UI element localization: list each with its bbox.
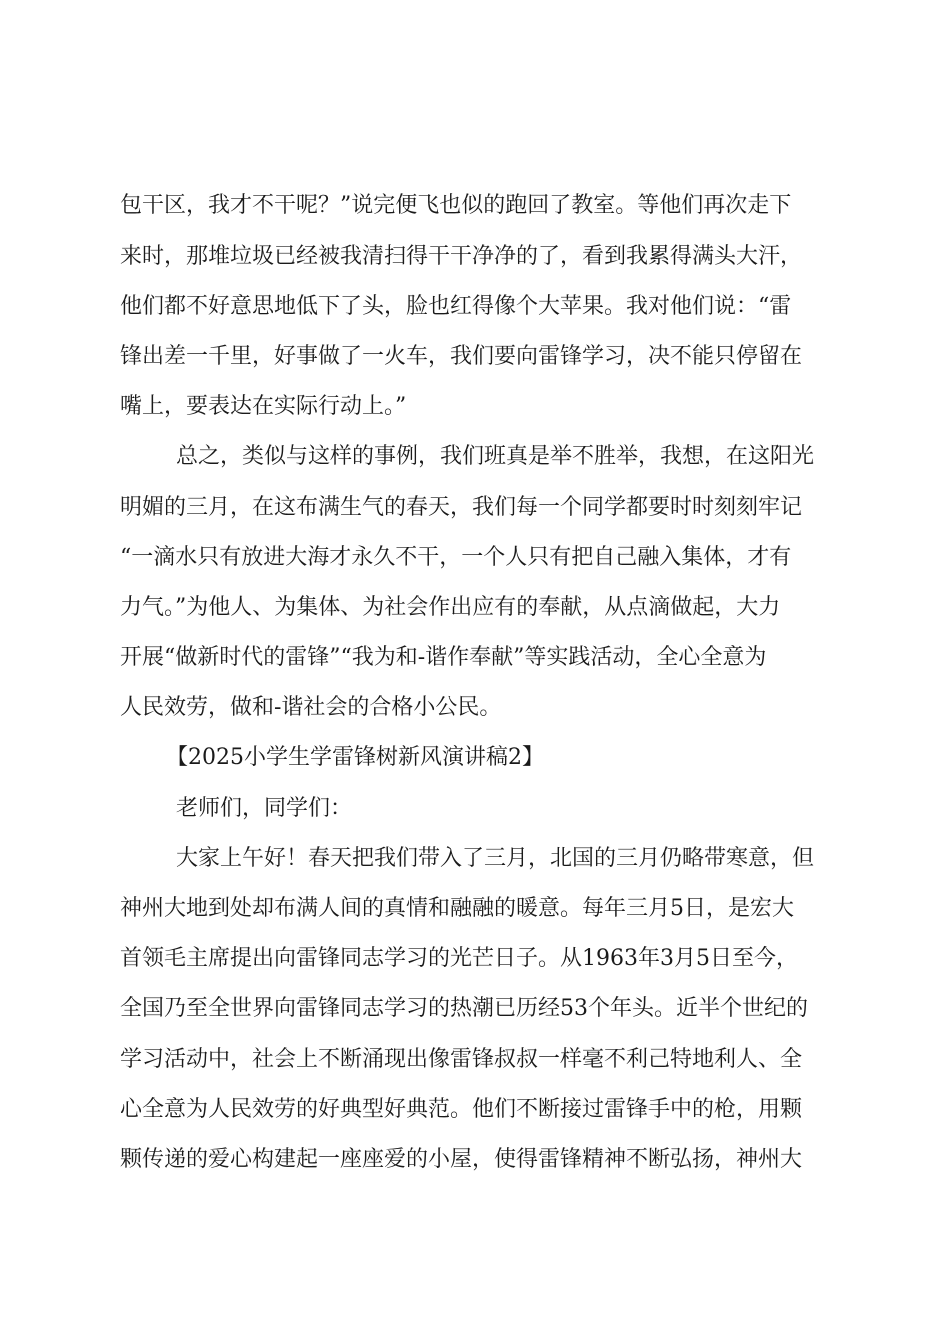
line-text: 全国乃至全世界向雷锋同志学习的热潮已历经53个年头。近半个世纪的: [120, 996, 808, 1021]
line-text: 包干区，我才不干呢？”说完便飞也似的跑回了教室。等他们再次走下: [120, 193, 792, 218]
text-line-13: [0, 789, 950, 829]
text-line-17: [0, 989, 950, 1029]
line-text: 开展“做新时代的雷锋”“我为和-谐作奉献”等实践活动，全心全意为: [120, 645, 767, 670]
line-text: 嘴上，要表达在实际行动上。”: [120, 394, 407, 419]
text-line-7: [0, 488, 950, 528]
text-line-15: [0, 889, 950, 929]
line-text: 人民效劳，做和-谐社会的合格小公民。: [120, 695, 502, 720]
line-text: 明媚的三月，在这布满生气的春天，我们每一个同学都要时时刻刻牢记: [120, 495, 803, 520]
text-line-9: [0, 588, 950, 628]
line-text: 老师们，同学们：: [176, 796, 353, 821]
line-text: “一滴水只有放进大海才永久不干，一个人只有把自己融入集体，才有: [120, 545, 792, 570]
text-line-4: [0, 337, 950, 377]
text-line-10: [0, 638, 950, 678]
line-text: 首领毛主席提出向雷锋同志学习的光芒日子。从1963年3月5日至今，: [120, 946, 798, 971]
text-line-18: [0, 1040, 950, 1080]
text-line-2: [0, 237, 950, 277]
line-text: 力气。”为他人、为集体、为社会作出应有的奉献，从点滴做起，大力: [120, 595, 781, 620]
text-line-20: [0, 1140, 950, 1180]
text-line-1: [0, 186, 950, 226]
heading-text: 【2025小学生学雷锋树新风演讲稿2】: [166, 745, 544, 770]
line-text: 大家上午好！春天把我们带入了三月，北国的三月仍略带寒意，但: [176, 846, 815, 871]
text-line-3: [0, 287, 950, 327]
line-text: 他们都不好意思地低下了头，脸也红得像个大苹果。我对他们说：“雷: [120, 294, 792, 319]
line-text: 心全意为人民效劳的好典型好典范。他们不断接过雷锋手中的枪，用颗: [120, 1097, 803, 1122]
text-line-6: [0, 437, 950, 477]
text-line-16: [0, 939, 950, 979]
line-text: 学习活动中，社会上不断涌现出像雷锋叔叔一样毫不利己特地利人、全: [120, 1047, 803, 1072]
section-heading: [0, 738, 950, 778]
text-line-8: [0, 538, 950, 578]
text-line-14: [0, 839, 950, 879]
line-text: 来时，那堆垃圾已经被我清扫得干干净净的了，看到我累得满头大汗，: [120, 244, 803, 269]
line-text: 神州大地到处却布满人间的真情和融融的暖意。每年三月5日，是宏大: [120, 896, 794, 921]
text-line-19: [0, 1090, 950, 1130]
line-text: 颗传递的爱心构建起一座座爱的小屋，使得雷锋精神不断弘扬，神州大: [120, 1147, 803, 1172]
line-text: 锋出差一千里，好事做了一火车，我们要向雷锋学习，决不能只停留在: [120, 344, 803, 369]
text-line-11: [0, 688, 950, 728]
text-line-5: [0, 387, 950, 427]
line-text: 总之，类似与这样的事例，我们班真是举不胜举，我想，在这阳光: [176, 444, 815, 469]
